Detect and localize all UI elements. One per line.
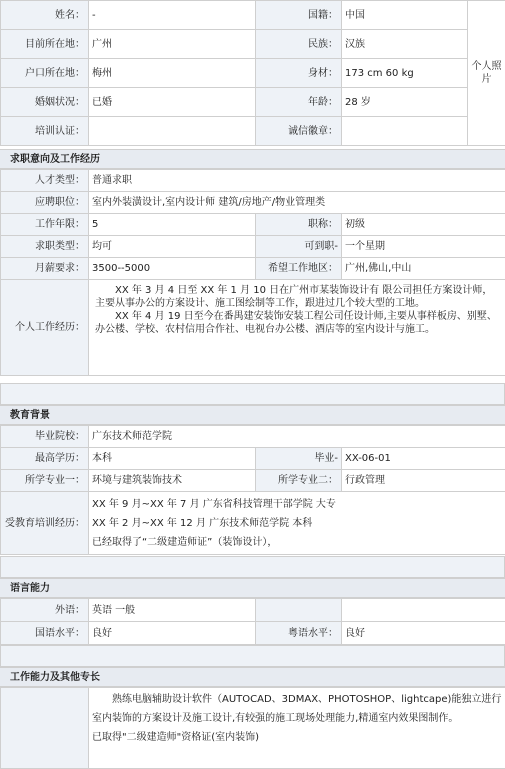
marital-label: 婚姻状况： xyxy=(1,88,89,117)
credit-value xyxy=(342,117,468,146)
photo-placeholder xyxy=(468,1,505,146)
foreign-value: 英语 一般 xyxy=(89,599,256,622)
hukou-label: 户口所在地： xyxy=(1,59,89,88)
marital-value: 已婚 xyxy=(89,88,256,117)
education-table xyxy=(0,425,505,555)
title-value: 初级 xyxy=(342,214,505,236)
photo-label: 个人照片 xyxy=(472,61,502,85)
skills-content xyxy=(89,688,505,769)
language-section-title: 语言能力 xyxy=(0,578,505,598)
nationality-label: 国籍： xyxy=(256,1,342,30)
talent-label: 人才类型： xyxy=(1,170,89,192)
available-label: 可到职- xyxy=(256,236,342,258)
nationality-value: 中国 xyxy=(342,1,468,30)
history-line-2: XX 年 2 月~XX 年 12 月 广东技术师范学院 本科 xyxy=(92,514,502,533)
history-content xyxy=(89,492,505,555)
experience-content xyxy=(89,280,505,376)
skills-line-2: 已取得"二级建造师"资格证(室内装饰) xyxy=(92,728,502,747)
language-spacer xyxy=(0,645,505,667)
school-value: 广东技术师范学院 xyxy=(89,426,505,448)
foreign-label: 外语： xyxy=(1,599,89,622)
title-label: 职称： xyxy=(256,214,342,236)
job-section-title: 求职意向及工作经历 xyxy=(0,149,505,169)
education-spacer xyxy=(0,556,505,578)
position-value: 室内外装潢设计,室内设计师 建筑/房地产/物业管理类 xyxy=(89,192,505,214)
experience-paragraph-1: XX 年 3 月 4 日至 XX 年 1 月 10 日在广州市某装饰设计有 限公司担任方案设计师，主要从事办公的方案设计、施工图绘制等工作，跟进过几个较大型的工地。 xyxy=(95,284,499,310)
school-label: 毕业院校： xyxy=(1,426,89,448)
empty-cell xyxy=(342,599,505,622)
grad-value: XX-06-01 xyxy=(342,448,505,470)
major1-label: 所学专业一： xyxy=(1,470,89,492)
ethnicity-value: 汉族 xyxy=(342,30,468,59)
talent-value: 普通求职 xyxy=(89,170,505,192)
hukou-value: 梅州 xyxy=(89,59,256,88)
years-label: 工作年限： xyxy=(1,214,89,236)
ethnicity-label: 民族： xyxy=(256,30,342,59)
skills-table xyxy=(0,687,505,769)
available-value: 一个星期 xyxy=(342,236,505,258)
job-spacer xyxy=(0,383,505,405)
position-label: 应聘职位： xyxy=(1,192,89,214)
height-label: 身材： xyxy=(256,59,342,88)
job-table xyxy=(0,169,505,376)
training-value xyxy=(89,117,256,146)
residence-label: 目前所在地： xyxy=(1,30,89,59)
name-value: - xyxy=(89,1,256,30)
language-table xyxy=(0,598,505,645)
degree-value: 本科 xyxy=(89,448,256,470)
skills-section-title: 工作能力及其他专长 xyxy=(0,667,505,687)
basic-info-table xyxy=(0,0,505,146)
area-value: 广州,佛山,中山 xyxy=(342,258,505,280)
major1-value: 环境与建筑装饰技术 xyxy=(89,470,256,492)
education-section-title: 教育背景 xyxy=(0,405,505,425)
empty-cell xyxy=(256,599,342,622)
skills-line-1: 熟练电脑辅助设计软件（AUTOCAD、3DMAX、PHOTOSHOP、lightcape)能独立进行室内装饰的方案设计及施工设计,有较强的施工现场处理能力,精通室内效果图制作。 xyxy=(92,690,502,728)
age-label: 年龄： xyxy=(256,88,342,117)
area-label: 希望工作地区： xyxy=(256,258,342,280)
salary-label: 月薪要求： xyxy=(1,258,89,280)
skills-label-cell xyxy=(1,688,89,769)
age-value: 28 岁 xyxy=(342,88,468,117)
grad-label: 毕业- xyxy=(256,448,342,470)
jobtype-label: 求职类型： xyxy=(1,236,89,258)
major2-value: 行政管理 xyxy=(342,470,505,492)
history-line-3: 已经取得了“二级建造师证”（装饰设计）， xyxy=(92,533,502,552)
cantonese-value: 良好 xyxy=(342,622,505,645)
experience-label: 个人工作经历： xyxy=(1,280,89,376)
cantonese-label: 粤语水平： xyxy=(256,622,342,645)
mandarin-value: 良好 xyxy=(89,622,256,645)
jobtype-value: 均可 xyxy=(89,236,256,258)
credit-label: 诚信徽章： xyxy=(256,117,342,146)
history-label: 受教育培训经历： xyxy=(1,492,89,555)
experience-paragraph-2: XX 年 4 月 19 日至今在番禺建安装饰安装工程公司任设计师,主要从事样板房、别墅、办公楼、学校、农村信用合作社、电视台办公楼、酒店等的室内设计与施工。 xyxy=(95,310,499,336)
years-value: 5 xyxy=(89,214,256,236)
degree-label: 最高学历： xyxy=(1,448,89,470)
salary-value: 3500--5000 xyxy=(89,258,256,280)
major2-label: 所学专业二： xyxy=(256,470,342,492)
training-label: 培训认证： xyxy=(1,117,89,146)
mandarin-label: 国语水平： xyxy=(1,622,89,645)
height-value: 173 cm 60 kg xyxy=(342,59,468,88)
history-line-1: XX 年 9 月~XX 年 7 月 广东省科技管理干部学院 大专 xyxy=(92,495,502,514)
name-label: 姓名： xyxy=(1,1,89,30)
residence-value: 广州 xyxy=(89,30,256,59)
